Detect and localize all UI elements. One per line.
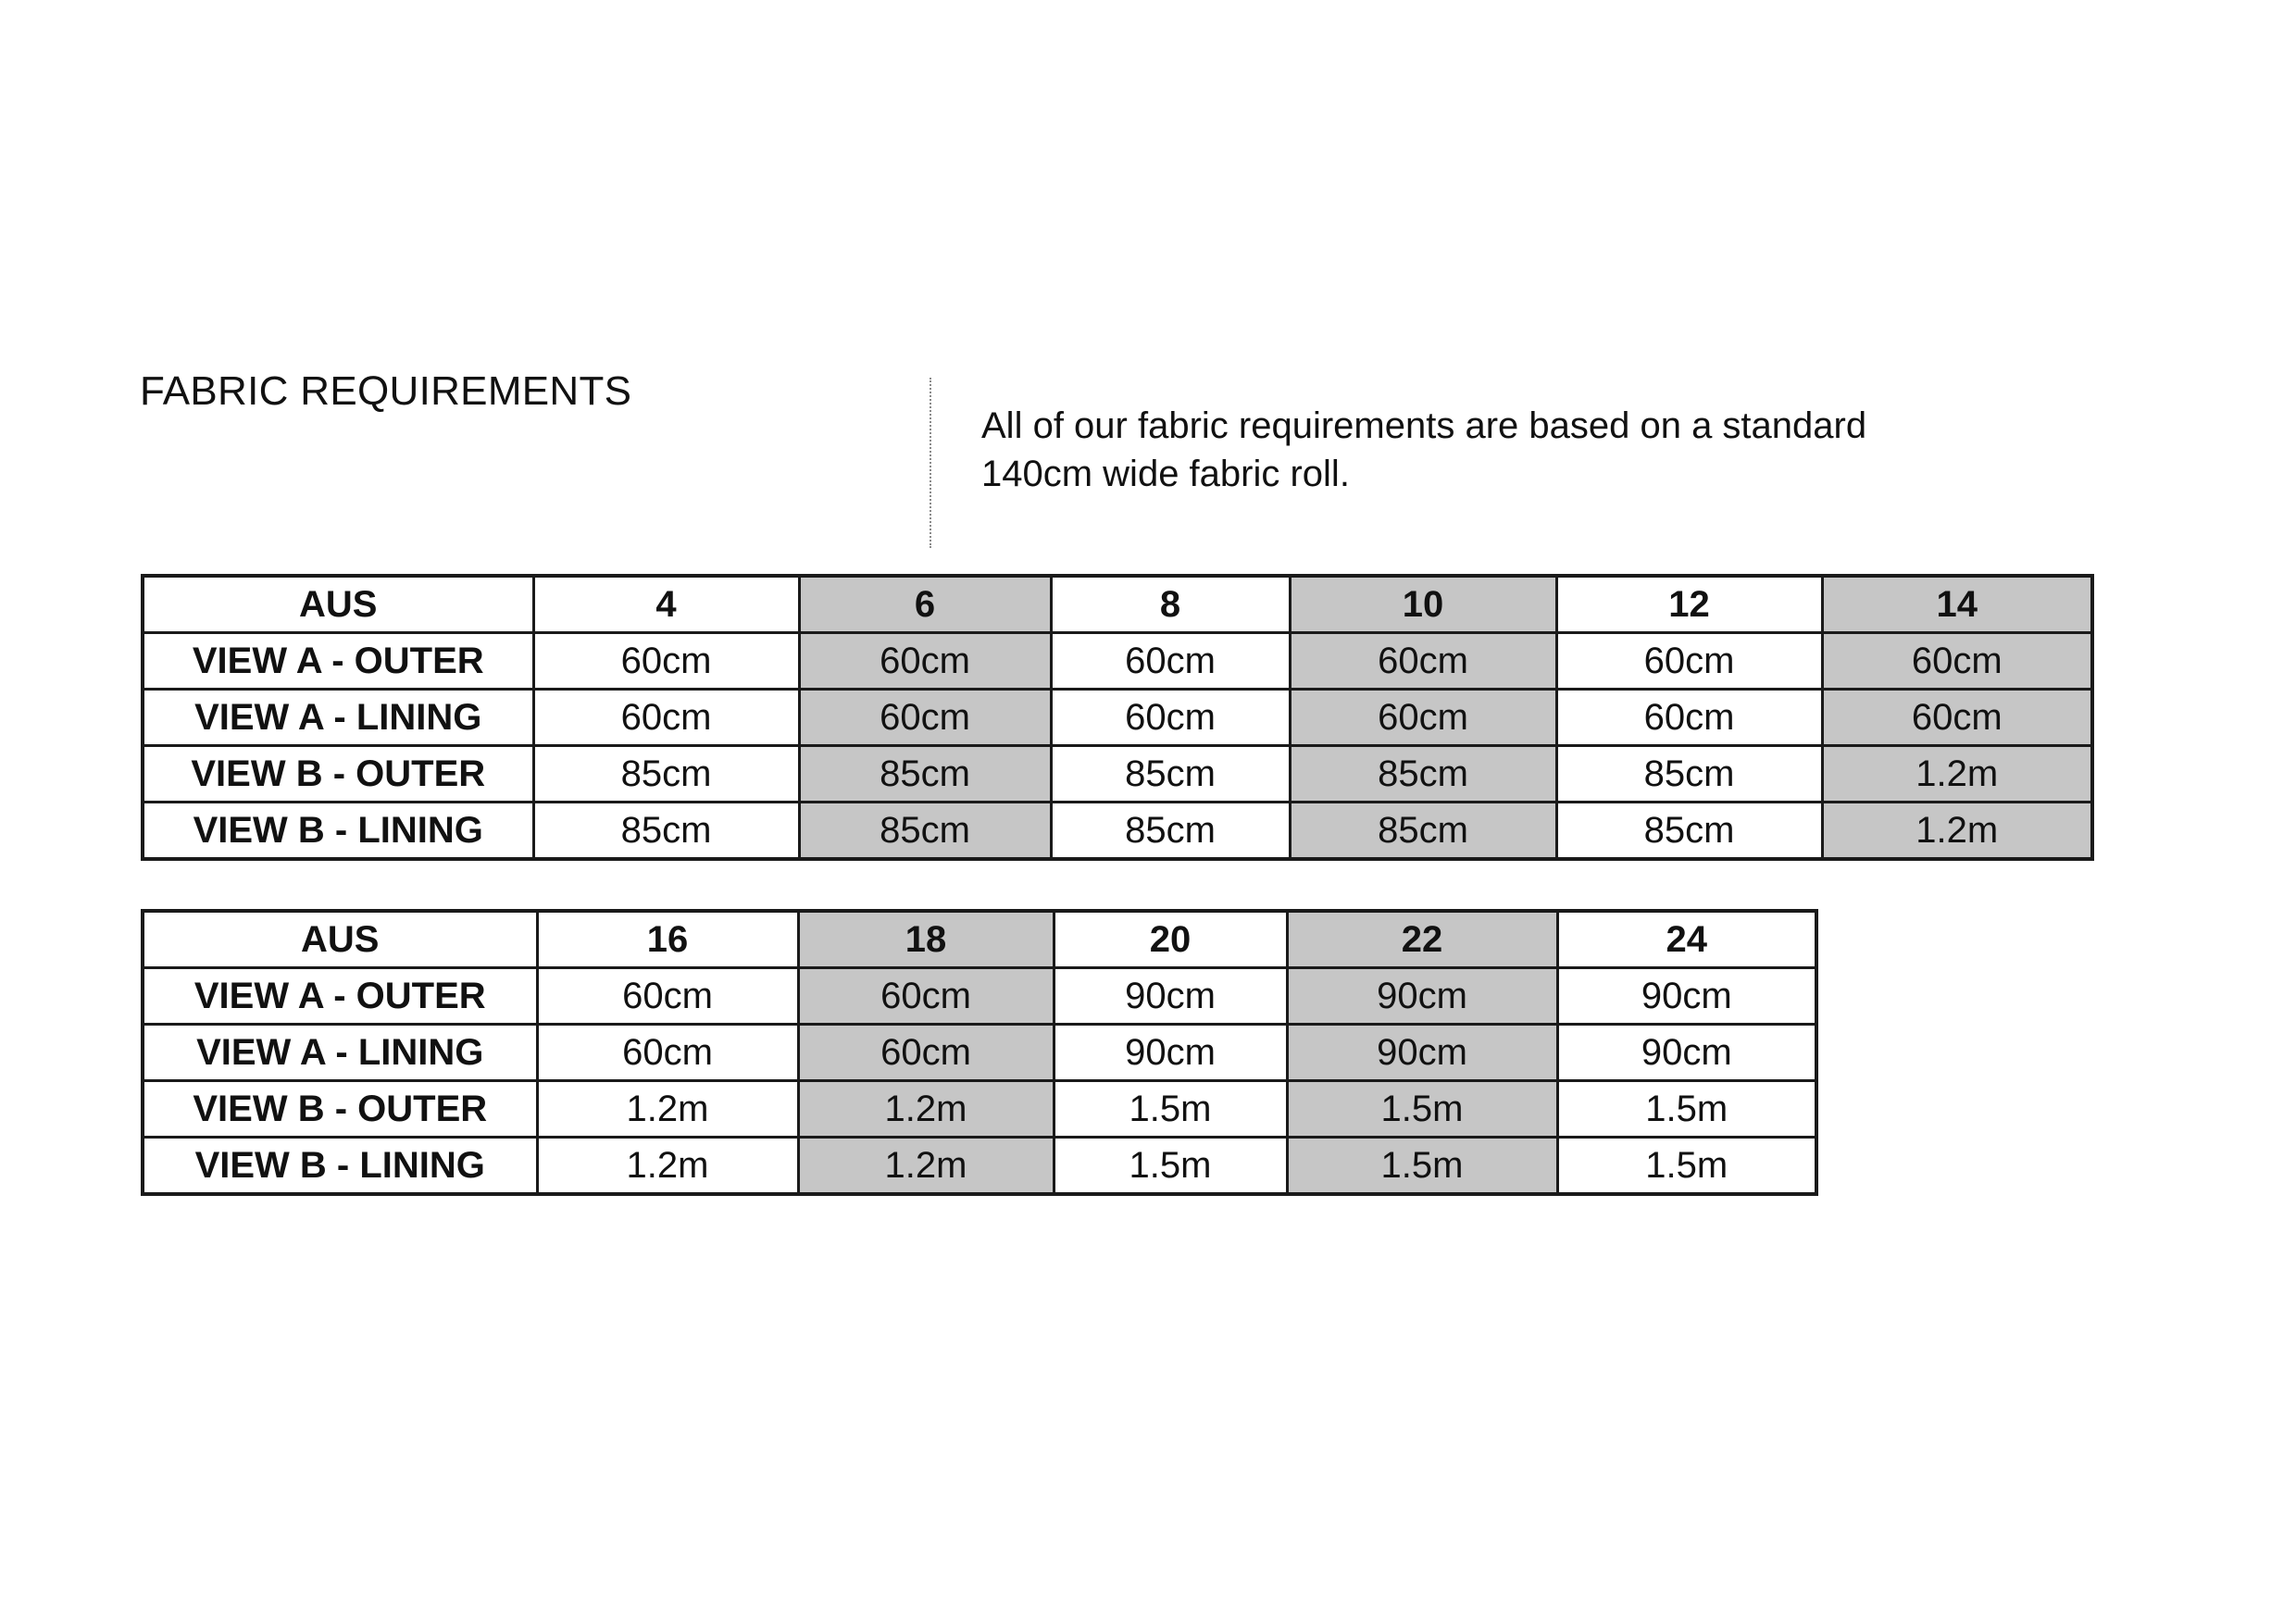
table-header-row: [143, 911, 1816, 968]
header-size-22: 22: [1287, 911, 1557, 968]
header-size-6: 6: [799, 576, 1051, 633]
row-label: VIEW B - LINING: [143, 803, 533, 860]
table-cell: 60cm: [799, 690, 1051, 746]
table-cell: 1.5m: [1054, 1138, 1287, 1195]
table-row: [143, 1138, 1816, 1195]
table-cell: 90cm: [1287, 1025, 1557, 1081]
table-header-row: [143, 576, 2092, 633]
header-size-20: 20: [1054, 911, 1287, 968]
header-size-18: 18: [798, 911, 1054, 968]
header-size-14: 14: [1822, 576, 2092, 633]
table-cell: 60cm: [537, 1025, 798, 1081]
table-cell: 85cm: [799, 746, 1051, 803]
table-cell: 60cm: [1290, 690, 1556, 746]
row-label: VIEW A - LINING: [143, 690, 533, 746]
row-label: VIEW B - LINING: [143, 1138, 537, 1195]
table-cell: 90cm: [1054, 968, 1287, 1025]
row-label: VIEW A - LINING: [143, 1025, 537, 1081]
table-cell: 60cm: [1290, 633, 1556, 690]
header-size-10: 10: [1290, 576, 1556, 633]
header-aus: AUS: [143, 911, 537, 968]
table-cell: 1.2m: [537, 1138, 798, 1195]
table-cell: 90cm: [1557, 968, 1816, 1025]
table-cell: 85cm: [1290, 803, 1556, 860]
table-cell: 85cm: [533, 746, 799, 803]
table-cell: 85cm: [1556, 803, 1822, 860]
table-cell: 60cm: [1556, 690, 1822, 746]
table-row: [143, 690, 2092, 746]
header-size-24: 24: [1557, 911, 1816, 968]
table-cell: 60cm: [798, 1025, 1054, 1081]
table-cell: 85cm: [1051, 746, 1290, 803]
page-title: FABRIC REQUIREMENTS: [140, 368, 632, 414]
table-cell: 1.2m: [1822, 803, 2092, 860]
table-cell: 85cm: [1290, 746, 1556, 803]
table-row: [143, 1025, 1816, 1081]
table-cell: 1.2m: [1822, 746, 2092, 803]
table-row: [143, 633, 2092, 690]
table-row: [143, 968, 1816, 1025]
table-cell: 60cm: [1822, 690, 2092, 746]
fabric-table-sizes-16-24: [141, 909, 1818, 1196]
header-size-12: 12: [1556, 576, 1822, 633]
table-cell: 90cm: [1054, 1025, 1287, 1081]
table-cell: 1.5m: [1557, 1081, 1816, 1138]
table-cell: 60cm: [1051, 690, 1290, 746]
row-label: VIEW A - OUTER: [143, 968, 537, 1025]
table-cell: 60cm: [533, 690, 799, 746]
header-aus: AUS: [143, 576, 533, 633]
table-row: [143, 746, 2092, 803]
table-cell: 1.2m: [798, 1081, 1054, 1138]
table-cell: 85cm: [533, 803, 799, 860]
row-label: VIEW A - OUTER: [143, 633, 533, 690]
intro-text: [981, 402, 2000, 498]
table-cell: 1.2m: [798, 1138, 1054, 1195]
intro-line-2: 140cm wide fabric roll.: [981, 454, 1350, 494]
table-cell: 1.2m: [537, 1081, 798, 1138]
table-cell: 60cm: [533, 633, 799, 690]
header-size-4: 4: [533, 576, 799, 633]
table-row: [143, 1081, 1816, 1138]
table-cell: 60cm: [1822, 633, 2092, 690]
table-cell: 1.5m: [1287, 1138, 1557, 1195]
table-cell: 1.5m: [1287, 1081, 1557, 1138]
table-cell: 60cm: [1051, 633, 1290, 690]
fabric-table-sizes-4-14: [141, 574, 2094, 861]
table-cell: 60cm: [537, 968, 798, 1025]
table-cell: 85cm: [799, 803, 1051, 860]
table-row: [143, 803, 2092, 860]
row-label: VIEW B - OUTER: [143, 1081, 537, 1138]
table-cell: 85cm: [1051, 803, 1290, 860]
header-size-8: 8: [1051, 576, 1290, 633]
table-cell: 90cm: [1557, 1025, 1816, 1081]
table-cell: 1.5m: [1054, 1081, 1287, 1138]
dotted-divider: [930, 378, 931, 548]
table-cell: 60cm: [799, 633, 1051, 690]
table-cell: 60cm: [1556, 633, 1822, 690]
table-cell: 1.5m: [1557, 1138, 1816, 1195]
table-cell: 85cm: [1556, 746, 1822, 803]
row-label: VIEW B - OUTER: [143, 746, 533, 803]
intro-line-1: All of our fabric requirements are based on a standard: [981, 405, 1867, 446]
table-cell: 90cm: [1287, 968, 1557, 1025]
table-cell: 60cm: [798, 968, 1054, 1025]
header-size-16: 16: [537, 911, 798, 968]
